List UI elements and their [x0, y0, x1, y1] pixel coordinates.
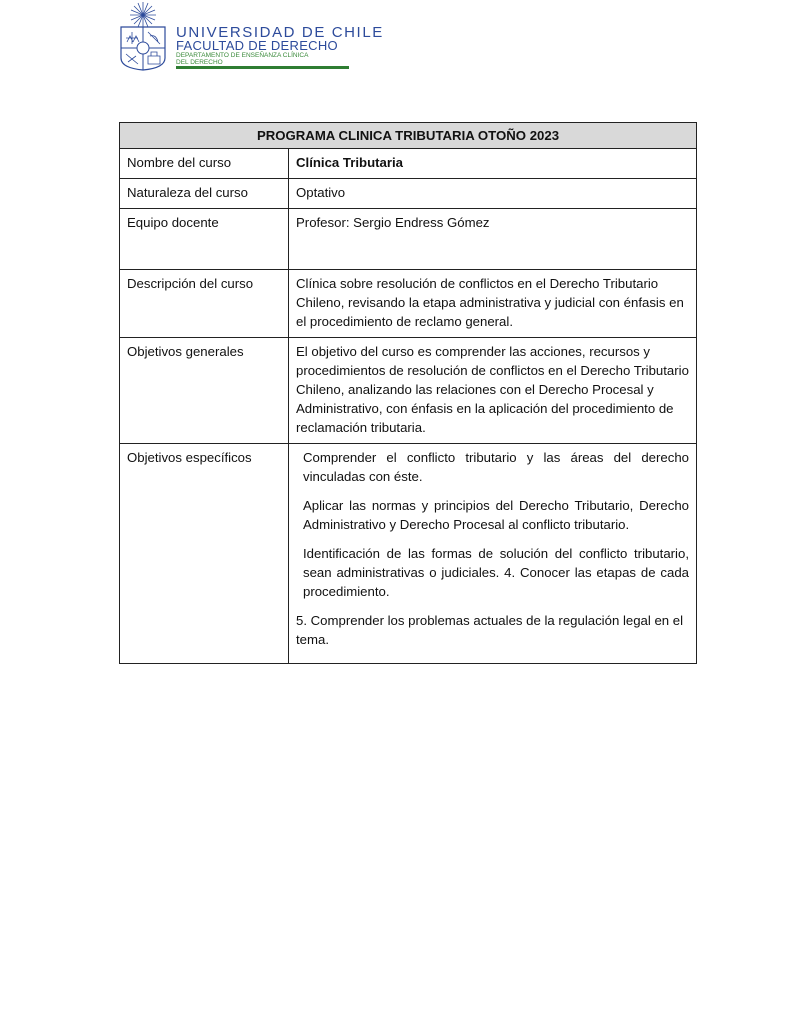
logo-underline — [176, 66, 349, 69]
program-title: PROGRAMA CLINICA TRIBUTARIA OTOÑO 2023 — [120, 123, 697, 149]
table-row — [120, 270, 697, 338]
row-value: Profesor: Sergio Endress Gómez — [289, 209, 697, 270]
department-name — [176, 52, 308, 66]
row-label: Nombre del curso — [120, 149, 289, 179]
university-emblem-icon — [118, 0, 168, 72]
department-line-2: DEL DERECHO — [176, 59, 223, 66]
program-table — [119, 122, 697, 664]
table-row — [120, 444, 697, 664]
row-value: Clínica sobre resolución de conflictos en el Derecho Tributario Chileno, revisando la etapa administrativa y judicial con énfasis en el procedimiento de reclamo general. — [289, 270, 697, 338]
table-row — [120, 179, 697, 209]
row-label: Naturaleza del curso — [120, 179, 289, 209]
specific-objectives-list — [289, 444, 697, 664]
objective-item: 5. Comprender los problemas actuales de la regulación legal en el tema. — [296, 613, 684, 647]
objective-item: Identificación de las formas de solución del conflicto tributario, sean administrativas o judiciales. 4. Conocer las etapas de cada procedimiento. — [303, 546, 689, 599]
faculty-name: FACULTAD DE DERECHO — [176, 38, 338, 53]
row-label: Equipo docente — [120, 209, 289, 270]
row-label: Objetivos generales — [120, 338, 289, 444]
row-label: Descripción del curso — [120, 270, 289, 338]
table-row — [120, 149, 697, 179]
row-value: El objetivo del curso es comprender las acciones, recursos y procedimientos de resolución de conflictos en el Derecho Tributario Chileno, analizando las relaciones con el Derecho Procesal y Administrativo, con énfasis en la aplicación del procedimiento de reclamación tributaria. — [289, 338, 697, 444]
row-label: Objetivos específicos — [120, 444, 289, 664]
table-row — [120, 338, 697, 444]
department-line-1: DEPARTAMENTO DE ENSEÑANZA CLÍNICA — [176, 52, 309, 59]
table-row — [120, 209, 697, 270]
objective-item: Aplicar las normas y principios del Derecho Tributario, Derecho Administrativo y Derecho Procesal al conflicto tributario. — [303, 498, 689, 532]
university-logo — [118, 0, 384, 72]
university-name: UNIVERSIDAD DE CHILE — [176, 24, 384, 41]
row-value: Optativo — [289, 179, 697, 209]
objective-item: Comprender el conflicto tributario y las áreas del derecho vinculadas con éste. — [303, 450, 689, 484]
table-header-row — [120, 123, 697, 149]
row-value: Clínica Tributaria — [289, 149, 697, 179]
